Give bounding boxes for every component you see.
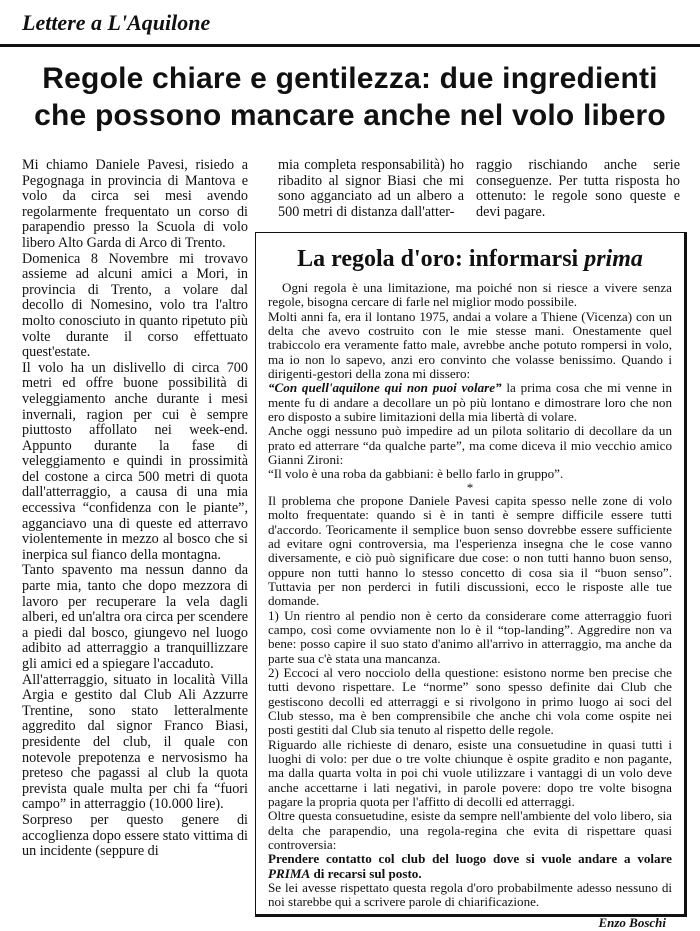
reply-paragraph: 1) Un rientro al pendio non è certo da considerare come atterraggio fuori campo, così come ovviamente non lo è il “top-landing”. Aggredire non va bene: posso capire il suo stato d'animo all'arrivo in atterraggio, ma anche da parte sua c'è stata una mancanza.	[268, 607, 672, 666]
reply-paragraph: Molti anni fa, era il lontano 1975, andai a volare a Thiene (Vicenza) con un delta che avevo costruito con le mie stesse mani. Onestamente quel trabiccolo era veramente fatto male, avrebbe anche potuto rompersi in volo, ma io non lo sapevo, anzi ero convinto che volasse benissimo. Quando i dirigenti-gestori della zona mi dissero:	[268, 308, 672, 382]
reply-title-plain: La regola d'oro: informarsi	[297, 246, 585, 272]
reply-paragraph: 2) Eccoci al vero nocciolo della questione: esistono norme ben precise che tutti devono rispettare. Le “norme” sono spesso definite dai Club che gestiscono decolli ed atterraggi e si rivolgono in primo luogo ai soci del Club stesso, ma è ben comprensibile che anche chi vola come ospite nei posti gestiti dal Club sia tenuto al rispetto delle regole.	[268, 664, 672, 738]
reply-paragraph: Ogni regola è una limitazione, ma poiché non si riesce a vivere senza regole, bisogna cercare di farle nel miglior modo possibile.	[268, 280, 672, 310]
letter-paragraph: Mi chiamo Daniele Pavesi, risiedo a Pegognaga in provincia di Mantova e volo da circa sei mesi avendo regolarmente frequentato un corso di parapendio presso la Scuola di volo libero Alto Garda di Arco di Trento.	[22, 158, 248, 251]
reply-box	[255, 232, 687, 930]
reply-paragraph: Oltre questa consuetudine, esiste da sempre nell'ambiente del volo libero, sia delta che parapendio, una regola-regina che evita di rispettare quasi controversia:	[268, 808, 672, 853]
reply-quote-continuation: la prima cosa che mi venne in mente fu di andare a decollare un pò più lontano e dimostrare loro che non ero disposto a subire limitazioni della mia libertà di volare.	[268, 380, 672, 425]
golden-rule-part-2: di recarsi sul posto.	[310, 865, 422, 881]
section-header	[0, 0, 700, 44]
golden-rule	[268, 852, 672, 881]
letter-paragraph: raggio rischiando anche serie conseguenze. Per tutta risposta ho ottenuto: le regole sono queste e devi pagare.	[476, 157, 680, 220]
reply-paragraph: Anche oggi nessuno può impedire ad un pilota solitario di decollare da un prato ed atterrare “da qualche parte”, ma come diceva il mio vecchio amico Gianni Zironi:	[268, 423, 672, 468]
letter-paragraph: All'atterraggio, situato in località Villa Argia e gestito dal Club Ali Azzurre Trentine, sono stato letteralmente aggredito dal signor Franco Biasi, presidente del club, il quale con notevole prepotenza e nervosismo ha preteso che pagassi al club la quota prevista quale multa per chi fa “fuori campo” in atterraggio (10.000 lire).	[22, 671, 248, 813]
reply-quote: “Con quell'aquilone qui non puoi volare”	[268, 380, 502, 396]
golden-rule-emphasis: PRIMA	[268, 865, 311, 881]
reply-paragraph: “Il volo è una roba da gabbiani: è bello farlo in gruppo”.	[268, 466, 564, 482]
article-title	[14, 60, 686, 134]
title-line-1: Regole chiare e gentilezza: due ingredienti	[42, 62, 658, 95]
reply-paragraph: Riguardo alle richieste di denaro, esiste una consuetudine in quasi tutti i luoghi di volo: per due o tre volte chiunque è ospite gradito e non pagante, ma dalla quarta volta in poi chi vuole utilizzare i vantaggi di un volo deve anche accettarne i lati negativi, in parole povere: dopo tre volte bisogna pagare la propria quota per l'affitto di decolli ed atterraggi.	[268, 736, 672, 810]
reply-title-italic: prima	[584, 246, 643, 272]
letter-column-1	[22, 158, 248, 928]
reply-body	[268, 281, 672, 930]
reply-paragraph: Se lei avesse rispettato questa regola d'oro probabilmente adesso nessuno di noi starebbe qui a scrivere parole di chiarificazione.	[268, 880, 672, 910]
golden-rule-part-1: Prendere contatto col club del luogo dove si vuole andare a volare	[268, 851, 672, 867]
section-separator: *	[466, 479, 474, 495]
letter-paragraph: mia completa responsabilità) ho ribadito al signor Biasi che mi sono agganciato ad un albero a 500 metri di distanza dall'atter-	[278, 157, 464, 220]
reply-paragraph	[268, 381, 672, 424]
reply-paragraph: Il problema che propone Daniele Pavesi capita spesso nelle zone di volo molto frequentate: quando si è in tanti è sempre difficile essere tutti d'accordo. Teoricamente il semplice buon senso dovrebbe essere sufficiente ad evitare ogni controversia, ma l'esperienza insegna che le cose vanno diversamente, e ciò può significare due cose: o non tutti hanno buon senso, oppure non tutti hanno lo stesso concetto di cosa sia il “buon senso”. Tuttavia per non perderci in futili discussioni, ecco le risposte alle tue domande.	[268, 492, 672, 609]
letter-paragraph: Domenica 8 Novembre mi trovavo assieme ad alcuni amici a Mori, in provincia di Trento, a volare dal decollo di Nomesino, volo tra l'altro molto conosciuto in quanto ripetuto più volte durante il corso effettuato quest'estate.	[22, 250, 248, 361]
letter-paragraph: Il volo ha un dislivello di circa 700 metri ed offre buone possibilità di veleggiamento anche durante i mesi invernali, ragion per cui è sempre piuttosto affollato nei week-end. Appunto durante la fase di veleggiamento e quindi in prossimità del costone a circa 500 metri di quota dall'atterraggio, a causa di una mia eccessiva “confidenza con le piante”, agganciavo una di queste ed atterravo violentemente in mezzo al bosco che si inerpica sul fianco della montagna.	[22, 359, 248, 563]
author-signature: Enzo Boschi	[598, 914, 666, 930]
header-divider	[0, 44, 700, 47]
title-line-2: che possono mancare anche nel volo libero	[34, 99, 666, 132]
letter-paragraph: Tanto spavento ma nessun danno da parte mia, tanto che dopo mezzora di lavoro per recuperare la vela dagli alberi, ed un'altra ora circa per scendere a piedi dal bosco, giungevo nel luogo adibito ad atterraggio a tranquillizzare gli amici ed a spiegare l'accaduto.	[22, 562, 248, 672]
letter-paragraph: Sorpreso per questo genere di accoglienza dopo essere stato vittima di un incidente (seppure di	[22, 811, 248, 860]
letter-column-2	[278, 158, 464, 220]
reply-title	[268, 245, 672, 273]
section-title: Lettere a L'Aquilone	[22, 10, 211, 35]
letter-column-3	[476, 158, 680, 220]
